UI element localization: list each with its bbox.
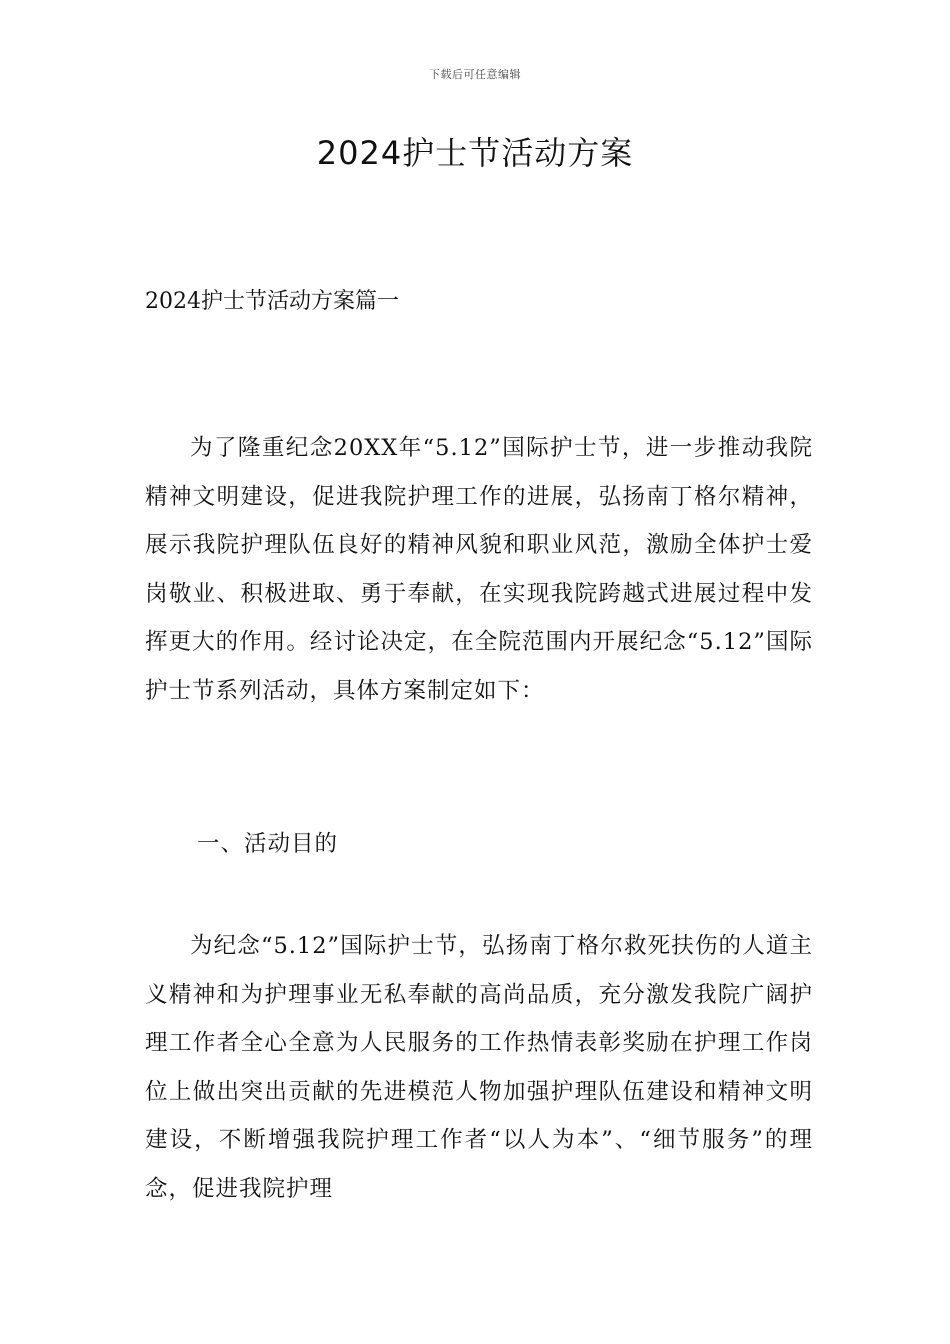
document-subtitle: 2024护士节活动方案篇一	[145, 289, 399, 314]
header-note: 下载后可任意编辑	[429, 68, 521, 81]
purpose-paragraph: 为纪念“5.12”国际护士节，弘扬南丁格尔救死扶伤的人道主义精神和为护理事业无私奉献的高尚品质，充分激发我院广阔护理工作者全心全意为人民服务的工作热情表彰奖励在护理工作岗位上做出突出贡献的先进模范人物加强护理队伍建设和精神文明建设，不断增强我院护理工作者“以人为本”、“细节服务”的理念，促进我院护理	[145, 933, 813, 1202]
intro-paragraph: 为了隆重纪念20XX年“5.12”国际护士节，进一步推动我院精神文明建设，促进我院护理工作的进展，弘扬南丁格尔精神，展示我院护理队伍良好的精神风貌和职业风范，激励全体护士爱岗敬业、积极进取、勇于奉献，在实现我院跨越式进展过程中发挥更大的作用。经讨论决定，在全院范围内开展纪念“5.12”国际护士节系列活动，具体方案制定如下：	[145, 435, 813, 704]
section-heading-purpose: 一、活动目的	[197, 831, 339, 857]
document-title: 2024护士节活动方案	[316, 134, 634, 172]
